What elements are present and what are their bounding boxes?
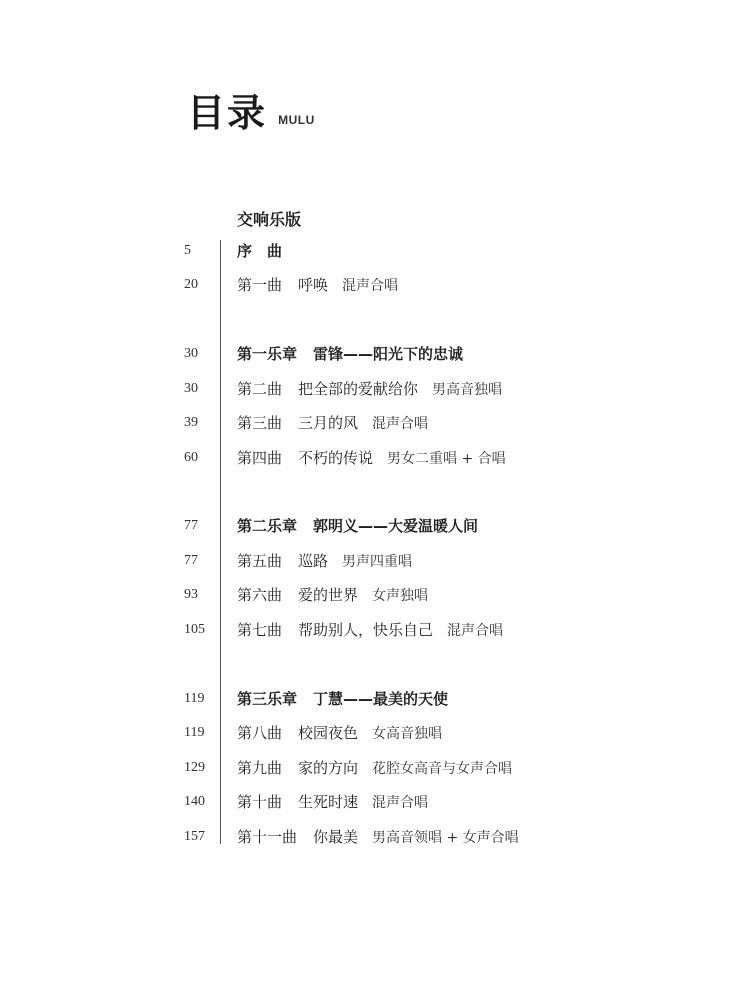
page-number: 30	[184, 346, 198, 361]
entry-number: 第五曲	[237, 552, 283, 570]
entry-text	[237, 826, 519, 849]
entry-number: 第十曲	[237, 793, 283, 811]
entry-title: 帮助别人，快乐自己	[298, 621, 434, 639]
entry-text	[237, 688, 448, 710]
toc-heading	[187, 82, 315, 137]
entry-text	[237, 378, 502, 401]
page-number: 119	[184, 691, 205, 706]
entry-number: 第六曲	[237, 586, 283, 604]
entry-text	[237, 412, 428, 435]
entry-title: 不朽的传说	[298, 449, 374, 467]
page-number: 157	[184, 829, 205, 844]
divider-line	[220, 240, 221, 844]
entry-title: 校园夜色	[298, 724, 359, 742]
page-number: 93	[184, 587, 198, 602]
entry-number: 第八曲	[237, 724, 283, 742]
section-title: 交响乐版	[237, 210, 302, 229]
entry-number: 第十一曲	[237, 828, 298, 846]
entry-note: 男女二重唱 + 合唱	[387, 451, 506, 467]
entry-text	[237, 584, 428, 607]
entry-note: 混声合唱	[342, 278, 399, 294]
page-number: 5	[184, 243, 191, 258]
page-number: 105	[184, 622, 205, 637]
toc-title: 目录	[187, 90, 268, 135]
page-number: 20	[184, 277, 198, 292]
page-number: 39	[184, 415, 198, 430]
entry-number: 第三曲	[237, 414, 283, 432]
entry-title: 巡路	[298, 552, 329, 570]
entry-number: 第三乐章	[237, 690, 298, 708]
entry-title: 呼唤	[298, 276, 329, 294]
entry-text	[237, 791, 428, 814]
entry-number: 第四曲	[237, 449, 283, 467]
entry-text	[237, 757, 512, 780]
entry-note: 男高音独唱	[432, 382, 503, 398]
page-number: 60	[184, 450, 198, 465]
entry-title: 把全部的爱献给你	[298, 380, 419, 398]
entry-text	[237, 619, 503, 642]
page-number: 30	[184, 381, 198, 396]
entry-note: 混声合唱	[372, 416, 429, 432]
entry-number: 第一曲	[237, 276, 283, 294]
entry-text	[237, 722, 442, 745]
toc-subtitle: MULU	[278, 113, 315, 127]
entry-text	[237, 343, 463, 365]
entry-title: 丁慧——最美的天使	[313, 690, 449, 708]
entry-number: 第七曲	[237, 621, 283, 639]
entry-title: 爱的世界	[298, 586, 359, 604]
page-number: 140	[184, 794, 205, 809]
entry-note: 女高音独唱	[372, 726, 443, 742]
entry-title: 三月的风	[298, 414, 359, 432]
entry-text	[237, 240, 282, 262]
entry-note: 男高音领唱 + 女声合唱	[372, 830, 519, 846]
page-number: 77	[184, 518, 198, 533]
entry-note: 混声合唱	[447, 623, 504, 639]
entry-number: 序 曲	[237, 242, 283, 260]
page-number: 129	[184, 760, 205, 775]
entry-note: 花腔女高音与女声合唱	[372, 761, 513, 777]
entry-number: 第二乐章	[237, 517, 298, 535]
page-number: 119	[184, 725, 205, 740]
entry-title: 你最美	[313, 828, 359, 846]
entry-note: 女声独唱	[372, 588, 429, 604]
page-number: 77	[184, 553, 198, 568]
entry-title: 生死时速	[298, 793, 359, 811]
entry-text	[237, 550, 412, 573]
entry-title: 家的方向	[298, 759, 359, 777]
entry-number: 第九曲	[237, 759, 283, 777]
entry-text	[237, 515, 478, 537]
entry-note: 混声合唱	[372, 795, 429, 811]
entry-text	[237, 447, 506, 470]
entry-note: 男声四重唱	[342, 554, 413, 570]
entry-title: 郭明义——大爱温暖人间	[313, 517, 479, 535]
entry-text	[237, 274, 398, 297]
entry-number: 第二曲	[237, 380, 283, 398]
entry-title: 雷锋——阳光下的忠诚	[313, 345, 464, 363]
entry-number: 第一乐章	[237, 345, 298, 363]
